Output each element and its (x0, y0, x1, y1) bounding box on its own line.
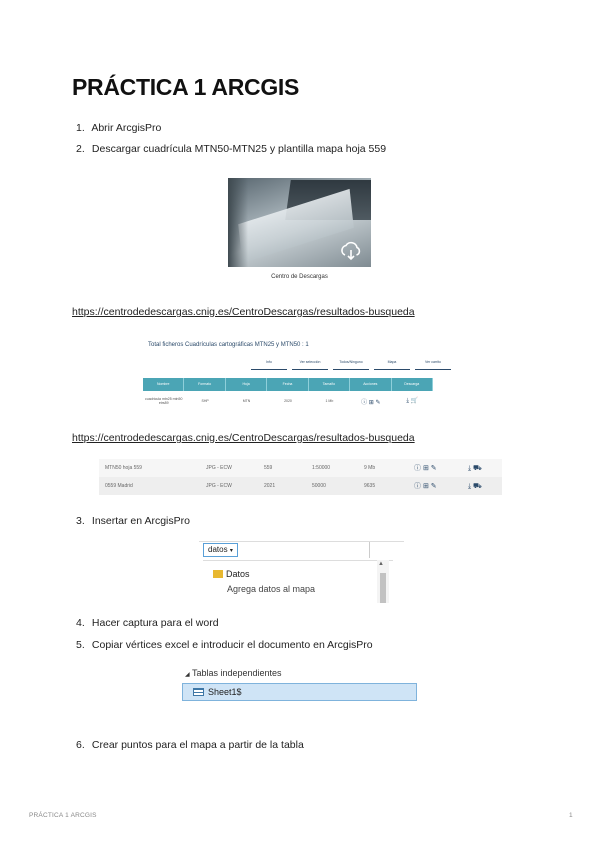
header-cell: Fecha (267, 378, 308, 391)
download-center-image (228, 178, 371, 267)
info-button: Info (251, 357, 287, 370)
scroll-up-icon: ▲ (378, 561, 384, 567)
table-cell: 0559 Madrid (105, 483, 133, 489)
step-1 (76, 122, 161, 134)
actions-icons: ⓘ ⊞ ✎ (361, 399, 381, 406)
header-cell: Descarga (392, 378, 433, 391)
header-cell: Tamaño (309, 378, 350, 391)
step-number: 2. (76, 143, 85, 155)
step-2 (76, 143, 386, 155)
sheet-label: Sheet1$ (208, 687, 242, 697)
download-link[interactable]: https://centrodedescargas.cnig.es/CentroDescargas/resultados-busqueda (72, 306, 415, 318)
tables-group (185, 668, 282, 678)
group-label: Tablas independientes (191, 668, 282, 678)
step-text: Descargar cuadrícula MTN50-MTN25 y plantilla mapa hoja 559 (91, 143, 387, 155)
step-5 (76, 639, 373, 651)
step-number: 1. (76, 122, 85, 134)
download-link[interactable]: https://centrodedescargas.cnig.es/CentroDescargas/resultados-busqueda (72, 432, 415, 444)
table-cell: MTN (242, 399, 251, 403)
actions-icons: ⓘ ⊞ ✎ (414, 483, 437, 490)
image-caption: Centro de Descargas (271, 274, 328, 280)
header-cell: Hoja (226, 378, 267, 391)
step-text: Insertar en ArcgisPro (91, 515, 190, 527)
step-text: Hacer captura para el word (91, 617, 219, 629)
header-cell: Formato (184, 378, 225, 391)
results-header (143, 378, 433, 391)
divider (369, 542, 370, 558)
table-row (143, 394, 433, 408)
dropdown-label: datos (208, 545, 228, 554)
actions-icons: ⓘ ⊞ ✎ (414, 465, 437, 472)
table-cell: JPG - ECW (206, 465, 232, 471)
standalone-tables-screenshot (182, 663, 417, 721)
folder-icon (213, 570, 223, 578)
table-cell: MTN50 hoja 559 (105, 465, 142, 471)
add-data-dropdown (203, 543, 238, 557)
step-number: 3. (76, 515, 85, 527)
table-cell: cuadricula mtn25 mtn50 etrs89 (145, 397, 183, 405)
step-3 (76, 515, 190, 527)
results-toolbar (251, 357, 456, 370)
table-icon (193, 688, 204, 696)
document-title: PRÁCTICA 1 ARCGIS (72, 74, 300, 100)
table-cell: JPG - ECW (206, 483, 232, 489)
table-cell: 559 (264, 465, 273, 471)
table-cell: 9 Mb (364, 465, 376, 471)
menu-item-description: Agrega datos al mapa (227, 584, 316, 594)
collapse-triangle-icon: ◢ (185, 672, 190, 678)
add-data-screenshot (199, 541, 404, 602)
page-number: 1 (569, 812, 573, 819)
results-table-image (143, 340, 441, 410)
dropdown-panel (203, 560, 393, 603)
step-text: Copiar vértices excel e introducir el documento en ArcgisPro (91, 639, 373, 651)
header-cell: Nombre (143, 378, 184, 391)
step-number: 4. (76, 617, 85, 629)
table-cell: 1:50000 (312, 465, 331, 471)
step-number: 5. (76, 639, 85, 651)
table-cell: 2020 (284, 399, 292, 403)
header-cell: Acciones (350, 378, 391, 391)
table-cell: 1 Mb (325, 399, 334, 403)
chevron-down-icon: ▾ (229, 548, 233, 554)
menu-item-datos (213, 569, 250, 579)
menu-item-label: Datos (226, 569, 250, 579)
table-cell: 2021 (264, 483, 276, 489)
table-cell: 50000 (312, 483, 326, 489)
table-cell: 9635 (364, 483, 376, 489)
cart-button: Ver carrito (415, 357, 451, 370)
step-4 (76, 617, 219, 629)
results-rows-image (99, 459, 502, 496)
step-6 (76, 739, 304, 751)
table-cell: SHP (201, 399, 209, 403)
download-icons: ⤓ ⛟ (468, 482, 482, 490)
map-button: Mapa (374, 357, 410, 370)
table-row (99, 459, 502, 477)
step-text: Abrir ArcgisPro (91, 122, 162, 134)
select-all-button: Todos/Ninguno (333, 357, 369, 370)
download-icons: ⤓ 🛒 (406, 398, 419, 404)
download-icons: ⤓ ⛟ (468, 464, 482, 472)
view-selection-button: Ver selección (292, 357, 328, 370)
cloud-download-icon (339, 241, 363, 261)
table-row (99, 477, 502, 495)
step-number: 6. (76, 739, 85, 751)
step-text: Crear puntos para el mapa a partir de la tabla (91, 739, 304, 751)
scrollbar-thumb (380, 573, 386, 603)
results-title: Total ficheros Cuadrículas cartográficas MTN25 y MTN50 : 1 (148, 342, 309, 348)
footer-title: PRÁCTICA 1 ARCGIS (29, 812, 97, 819)
image-shade (228, 178, 248, 267)
